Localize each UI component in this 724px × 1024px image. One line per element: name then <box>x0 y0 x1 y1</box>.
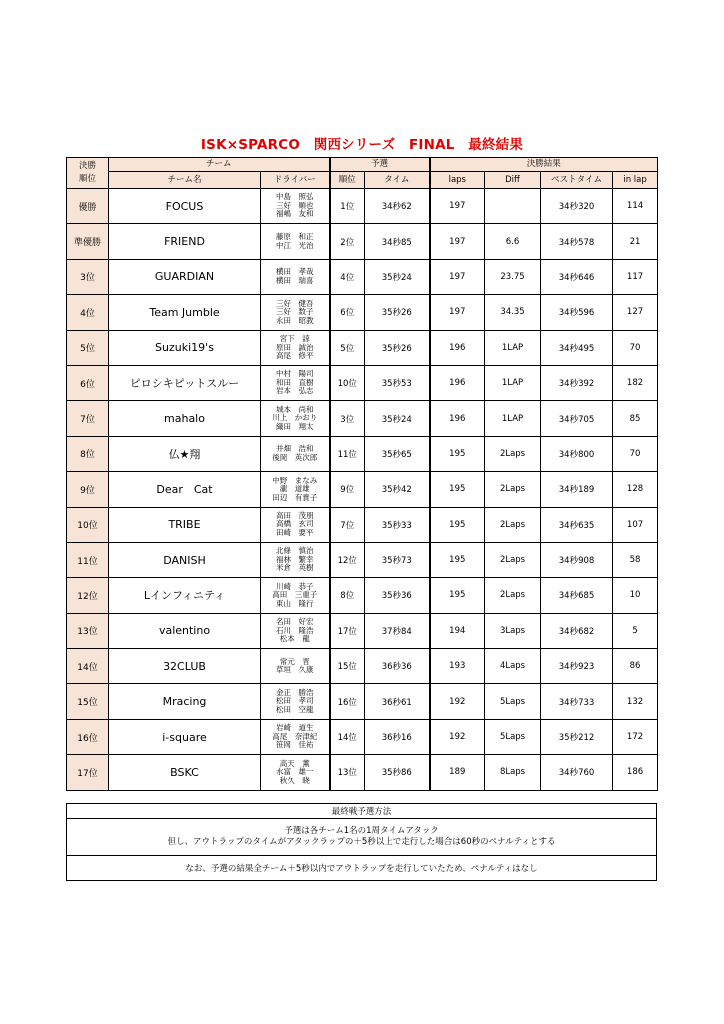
final-rank: 10位 <box>67 507 109 542</box>
in-lap: 128 <box>613 472 658 507</box>
driver-name: 三好 数子 <box>276 307 314 317</box>
diff: 1LAP <box>485 401 541 436</box>
header-driver: ドライバー <box>261 172 330 189</box>
driver-name: 松田 孝司 <box>276 696 314 706</box>
header-qual-rank: 順位 <box>330 172 365 189</box>
diff: 1LAP <box>485 365 541 400</box>
qualifying-rank: 13位 <box>330 755 365 790</box>
driver-name: 松田 空龍 <box>276 704 314 714</box>
laps: 195 <box>430 507 485 542</box>
qualifying-time: 35秒86 <box>365 755 430 790</box>
table-row <box>67 578 658 613</box>
method-description <box>67 819 657 856</box>
driver-name: 常元 晋 <box>279 656 310 666</box>
best-time: 34秒682 <box>541 613 613 648</box>
driver-list <box>261 472 330 507</box>
driver-list <box>261 330 330 365</box>
diff: 2Laps <box>485 542 541 577</box>
in-lap: 21 <box>613 224 658 259</box>
driver-name: 藤原 和正 <box>276 232 314 242</box>
method-line-2: 但し、アウトラップのタイムがアタックラップの＋5秒以上で走行した場合は60秒のペナルティとする <box>167 837 556 847</box>
driver-name: 横田 孝哉 <box>276 267 314 277</box>
driver-name: 高橋 玄司 <box>276 519 314 529</box>
in-lap: 107 <box>613 507 658 542</box>
final-rank: 12位 <box>67 578 109 613</box>
header-qual-group: 予選 <box>330 158 430 172</box>
header-team-group: チーム <box>109 158 330 172</box>
best-time: 34秒705 <box>541 401 613 436</box>
driver-list <box>261 401 330 436</box>
table-row <box>67 649 658 684</box>
driver-name: 草垣 久康 <box>276 665 314 675</box>
final-rank: 3位 <box>67 259 109 294</box>
results-table <box>66 157 658 791</box>
method-line-1: 予選は各チーム1名の1周タイムアタック <box>284 826 439 836</box>
laps: 192 <box>430 684 485 719</box>
driver-list <box>261 507 330 542</box>
driver-list <box>261 189 330 224</box>
laps: 195 <box>430 578 485 613</box>
qualifying-time: 35秒24 <box>365 259 430 294</box>
driver-list <box>261 719 330 754</box>
final-rank: 7位 <box>67 401 109 436</box>
qualifying-rank: 15位 <box>330 649 365 684</box>
driver-name: 田崎 要平 <box>276 527 314 537</box>
driver-name: 松本 龍 <box>279 634 310 644</box>
driver-name: 中島 照弘 <box>276 192 314 202</box>
team-name: TRIBE <box>109 507 261 542</box>
final-rank: 16位 <box>67 719 109 754</box>
in-lap: 172 <box>613 719 658 754</box>
driver-name: 三好 健吾 <box>276 298 314 308</box>
header-in-lap: in lap <box>613 172 658 189</box>
final-rank: 優勝 <box>67 189 109 224</box>
team-name: ピロシキピットスルー <box>109 365 261 400</box>
driver-list <box>261 755 330 790</box>
method-note: なお、予選の結果全チーム＋5秒以内でアウトラップを走行していたため、ペナルティはなし <box>67 856 657 881</box>
laps: 192 <box>430 719 485 754</box>
qualifying-method-box <box>66 803 657 881</box>
qualifying-time: 35秒33 <box>365 507 430 542</box>
driver-name: 高田 茂朋 <box>276 510 314 520</box>
team-name: valentino <box>109 613 261 648</box>
driver-name: 井畑 浩和 <box>276 444 314 454</box>
diff <box>485 189 541 224</box>
best-time: 34秒635 <box>541 507 613 542</box>
driver-name: 瀧 道雄 <box>279 484 310 494</box>
driver-list <box>261 613 330 648</box>
team-name: 仏★翔 <box>109 436 261 471</box>
in-lap: 58 <box>613 542 658 577</box>
driver-name: 岩本 弘志 <box>276 386 314 396</box>
driver-list <box>261 542 330 577</box>
best-time: 34秒908 <box>541 542 613 577</box>
qualifying-rank: 12位 <box>330 542 365 577</box>
table-row <box>67 189 658 224</box>
page-title: ISK×SPARCO 関西シリーズ FINAL 最終結果 <box>200 137 524 153</box>
driver-name: 川崎 恭子 <box>276 581 314 591</box>
qualifying-time: 37秒84 <box>365 613 430 648</box>
driver-name: 中野 まなみ <box>272 475 318 485</box>
qualifying-time: 35秒36 <box>365 578 430 613</box>
laps: 197 <box>430 189 485 224</box>
team-name: DANISH <box>109 542 261 577</box>
final-rank: 13位 <box>67 613 109 648</box>
qualifying-time: 35秒65 <box>365 436 430 471</box>
driver-name: 笹岡 佳祐 <box>276 740 314 750</box>
qualifying-rank: 14位 <box>330 719 365 754</box>
diff: 23.75 <box>485 259 541 294</box>
driver-name: 城本 尚和 <box>276 404 314 414</box>
driver-name: 名田 好宏 <box>276 617 314 627</box>
qualifying-time: 35秒26 <box>365 330 430 365</box>
qualifying-rank: 9位 <box>330 472 365 507</box>
team-name: i-square <box>109 719 261 754</box>
laps: 195 <box>430 472 485 507</box>
driver-list <box>261 578 330 613</box>
laps: 194 <box>430 613 485 648</box>
final-rank: 4位 <box>67 295 109 330</box>
table-row <box>67 472 658 507</box>
diff: 2Laps <box>485 578 541 613</box>
driver-name: 原田 誠治 <box>276 342 314 352</box>
in-lap: 127 <box>613 295 658 330</box>
driver-name: 中村 陽司 <box>276 369 314 379</box>
table-row <box>67 719 658 754</box>
diff: 3Laps <box>485 613 541 648</box>
driver-name: 田辺 有貴子 <box>272 492 318 502</box>
qualifying-rank: 10位 <box>330 365 365 400</box>
diff: 2Laps <box>485 436 541 471</box>
driver-name: 三好 順也 <box>276 200 314 210</box>
driver-name: 福嶋 友和 <box>276 209 314 219</box>
team-name: Team Jumble <box>109 295 261 330</box>
table-row <box>67 330 658 365</box>
driver-list <box>261 224 330 259</box>
header-qual-time: タイム <box>365 172 430 189</box>
driver-name: 石川 隆浩 <box>276 625 314 635</box>
laps: 196 <box>430 365 485 400</box>
driver-name: 高天 薫 <box>279 758 310 768</box>
driver-name: 川上 かおり <box>272 413 318 423</box>
best-time: 34秒685 <box>541 578 613 613</box>
best-time: 34秒578 <box>541 224 613 259</box>
laps: 197 <box>430 259 485 294</box>
header-diff: Diff <box>485 172 541 189</box>
table-row <box>67 684 658 719</box>
qualifying-rank: 1位 <box>330 189 365 224</box>
qualifying-rank: 5位 <box>330 330 365 365</box>
qualifying-time: 36秒16 <box>365 719 430 754</box>
qualifying-time: 36秒36 <box>365 649 430 684</box>
driver-name: 東山 隆行 <box>276 598 314 608</box>
qualifying-rank: 3位 <box>330 401 365 436</box>
diff: 2Laps <box>485 472 541 507</box>
final-rank: 15位 <box>67 684 109 719</box>
driver-list <box>261 649 330 684</box>
best-time: 34秒495 <box>541 330 613 365</box>
in-lap: 132 <box>613 684 658 719</box>
qualifying-rank: 11位 <box>330 436 365 471</box>
best-time: 34秒392 <box>541 365 613 400</box>
final-rank: 11位 <box>67 542 109 577</box>
best-time: 34秒646 <box>541 259 613 294</box>
team-name: Lインフィニティ <box>109 578 261 613</box>
laps: 193 <box>430 649 485 684</box>
driver-name: 和田 直樹 <box>276 377 314 387</box>
team-name: GUARDIAN <box>109 259 261 294</box>
table-row <box>67 436 658 471</box>
team-name: BSKC <box>109 755 261 790</box>
diff: 5Laps <box>485 684 541 719</box>
table-row <box>67 259 658 294</box>
diff: 4Laps <box>485 649 541 684</box>
laps: 197 <box>430 224 485 259</box>
qualifying-time: 34秒62 <box>365 189 430 224</box>
method-heading: 最終戦予選方法 <box>67 804 657 819</box>
qualifying-time: 36秒61 <box>365 684 430 719</box>
header-rank: 決勝 順位 <box>67 158 109 189</box>
in-lap: 114 <box>613 189 658 224</box>
driver-list <box>261 436 330 471</box>
qualifying-rank: 16位 <box>330 684 365 719</box>
final-rank: 準優勝 <box>67 224 109 259</box>
driver-name: 中江 光治 <box>276 240 314 250</box>
header-final-group: 決勝結果 <box>430 158 658 172</box>
driver-name: 高田 三重子 <box>272 590 318 600</box>
laps: 197 <box>430 295 485 330</box>
header-laps: laps <box>430 172 485 189</box>
driver-name: 米倉 英樹 <box>276 563 314 573</box>
driver-name: 岩崎 道生 <box>276 723 314 733</box>
driver-name: 永田 昭教 <box>276 315 314 325</box>
driver-list <box>261 295 330 330</box>
driver-name: 後岡 英次郎 <box>272 452 318 462</box>
driver-name: 水富 雄一 <box>276 767 314 777</box>
diff: 1LAP <box>485 330 541 365</box>
in-lap: 85 <box>613 401 658 436</box>
qualifying-time: 35秒26 <box>365 295 430 330</box>
final-rank: 14位 <box>67 649 109 684</box>
laps: 195 <box>430 436 485 471</box>
in-lap: 186 <box>613 755 658 790</box>
driver-name: 宮下 諒 <box>279 334 310 343</box>
laps: 196 <box>430 401 485 436</box>
best-time: 34秒760 <box>541 755 613 790</box>
best-time: 34秒800 <box>541 436 613 471</box>
driver-name: 北條 慎治 <box>276 546 314 556</box>
final-rank: 9位 <box>67 472 109 507</box>
table-row <box>67 613 658 648</box>
qualifying-time: 35秒73 <box>365 542 430 577</box>
in-lap: 10 <box>613 578 658 613</box>
driver-list <box>261 684 330 719</box>
diff: 6.6 <box>485 224 541 259</box>
result-rows <box>67 189 658 791</box>
team-name: Mracing <box>109 684 261 719</box>
laps: 196 <box>430 330 485 365</box>
best-time: 34秒923 <box>541 649 613 684</box>
driver-name: 高尾 奈津紀 <box>272 731 318 741</box>
team-name: FOCUS <box>109 189 261 224</box>
final-rank: 17位 <box>67 755 109 790</box>
final-rank: 8位 <box>67 436 109 471</box>
driver-name: 秋久 晓 <box>279 775 310 785</box>
qualifying-time: 34秒85 <box>365 224 430 259</box>
qualifying-rank: 8位 <box>330 578 365 613</box>
laps: 189 <box>430 755 485 790</box>
team-name: FRIEND <box>109 224 261 259</box>
table-row <box>67 365 658 400</box>
qualifying-time: 35秒24 <box>365 401 430 436</box>
in-lap: 70 <box>613 436 658 471</box>
driver-list <box>261 365 330 400</box>
team-name: mahalo <box>109 401 261 436</box>
in-lap: 86 <box>613 649 658 684</box>
header-best-time: ベストタイム <box>541 172 613 189</box>
header-team-name: チーム名 <box>109 172 261 189</box>
driver-name: 高尾 修平 <box>276 351 314 360</box>
table-row <box>67 295 658 330</box>
team-name: 32CLUB <box>109 649 261 684</box>
best-time: 35秒212 <box>541 719 613 754</box>
in-lap: 117 <box>613 259 658 294</box>
final-rank: 6位 <box>67 365 109 400</box>
qualifying-rank: 2位 <box>330 224 365 259</box>
best-time: 34秒733 <box>541 684 613 719</box>
driver-name: 福林 繁幸 <box>276 554 314 564</box>
best-time: 34秒596 <box>541 295 613 330</box>
driver-list <box>261 259 330 294</box>
table-row <box>67 224 658 259</box>
qualifying-rank: 6位 <box>330 295 365 330</box>
table-row <box>67 542 658 577</box>
driver-name: 金正 勝浩 <box>276 687 314 697</box>
qualifying-rank: 17位 <box>330 613 365 648</box>
qualifying-time: 35秒53 <box>365 365 430 400</box>
diff: 5Laps <box>485 719 541 754</box>
in-lap: 70 <box>613 330 658 365</box>
in-lap: 182 <box>613 365 658 400</box>
diff: 2Laps <box>485 507 541 542</box>
team-name: Suzuki19's <box>109 330 261 365</box>
final-rank: 5位 <box>67 330 109 365</box>
table-row <box>67 401 658 436</box>
laps: 195 <box>430 542 485 577</box>
table-row <box>67 507 658 542</box>
driver-name: 横田 瑞喜 <box>276 275 314 285</box>
qualifying-rank: 7位 <box>330 507 365 542</box>
best-time: 34秒189 <box>541 472 613 507</box>
table-row <box>67 755 658 790</box>
diff: 34.35 <box>485 295 541 330</box>
team-name: Dear Cat <box>109 472 261 507</box>
driver-name: 織田 翔太 <box>276 421 314 431</box>
qualifying-rank: 4位 <box>330 259 365 294</box>
diff: 8Laps <box>485 755 541 790</box>
best-time: 34秒320 <box>541 189 613 224</box>
qualifying-time: 35秒42 <box>365 472 430 507</box>
in-lap: 5 <box>613 613 658 648</box>
